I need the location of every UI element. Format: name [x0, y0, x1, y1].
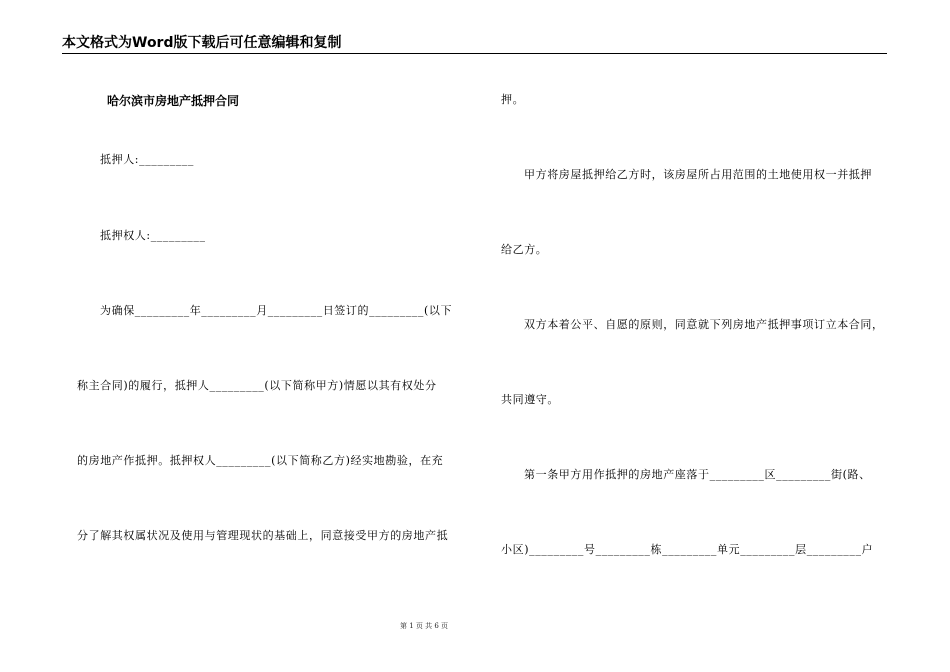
paragraph-line: 共同遵守。	[501, 393, 559, 406]
header-divider	[62, 53, 887, 54]
paragraph-line: 的房地产作抵押。抵押权人_________(以下简称乙方)经实地勘验，在充	[77, 454, 444, 467]
mortgagee-line: 抵押权人:_________	[100, 229, 206, 242]
paragraph-line: 双方本着公平、自愿的原则，同意就下列房地产抵押事项订立本合同，	[524, 318, 884, 331]
download-banner: 本文格式为Word版下载后可任意编辑和复制	[62, 35, 342, 51]
mortgagor-line: 抵押人:_________	[100, 153, 195, 166]
paragraph-line: 分了解其权属状况及使用与管理现状的基础上，同意接受甲方的房地产抵	[77, 529, 449, 542]
paragraph-line: 押。	[501, 93, 525, 106]
page-number: 第 1 页 共 6 页	[400, 622, 449, 630]
paragraph-line: 为确保_________年_________月_________日签订的_________(以下	[100, 304, 453, 317]
article-one-line: 第一条甲方用作抵押的房地产座落于_________区_________街(路、	[524, 468, 871, 481]
paragraph-line: 称主合同)的履行，抵押人_________(以下简称甲方)情愿以其有权处分	[77, 379, 437, 392]
paragraph-line: 给乙方。	[501, 243, 548, 256]
paragraph-line: 小区)_________号_________栋_________单元_________层_________户	[501, 543, 874, 556]
paragraph-line: 甲方将房屋抵押给乙方时，该房屋所占用范围的土地使用权一并抵押	[524, 168, 872, 181]
document-title: 哈尔滨市房地产抵押合同	[107, 94, 240, 108]
